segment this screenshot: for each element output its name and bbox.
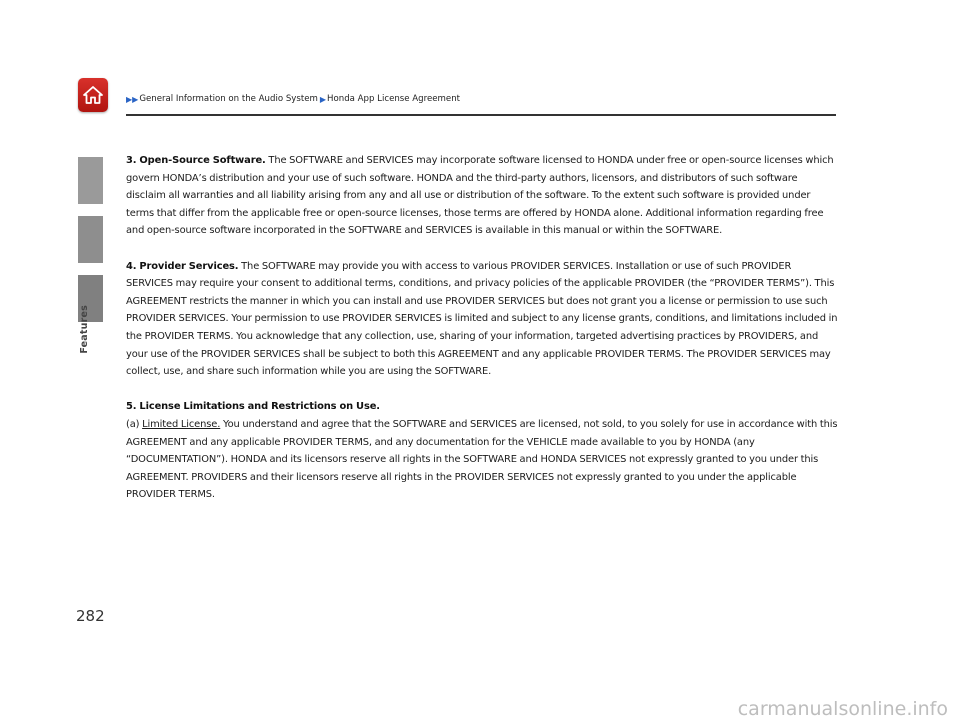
subsection-prefix: (a) — [126, 418, 143, 430]
section-label-features: Features — [79, 305, 90, 354]
side-tab-top — [78, 157, 103, 204]
breadcrumb-item-license-agreement[interactable]: Honda App License Agreement — [327, 94, 461, 104]
home-icon — [82, 85, 104, 105]
home-button[interactable] — [78, 78, 108, 112]
section-open-source — [126, 152, 838, 240]
header-divider — [126, 114, 836, 116]
page-number: 282 — [76, 607, 105, 625]
watermark: carmanualsonline.info — [737, 698, 948, 720]
breadcrumb-arrow-icon: ▶▶ — [126, 94, 139, 104]
section-heading: 3. Open-Source Software. — [126, 155, 266, 166]
main-content — [126, 152, 838, 504]
breadcrumb — [126, 94, 460, 104]
section-heading: 4. Provider Services. — [126, 260, 239, 272]
section-body: The SOFTWARE may provide you with access to various PROVIDER SERVICES. Installation or use of such PROVIDER SERVICES may require your consent to additional terms, conditions, and privacy policies of the applicable PROVIDER (the “PROVIDER TERMS”). This AGREEMENT restricts the manner in which you can install and use PROVIDER SERVICES but does not grant you a license or permission to use such PROVIDER SERVICES. Your permission to use PROVIDER SERVICES is limited and subject to any license grants, conditions, and limitations included in the PROVIDER TERMS. You acknowledge that any collection, use, sharing of your information, targeted advertising practices by PROVIDERS, and your use of the PROVIDER SERVICES shall be subject to both this AGREEMENT and any applicable PROVIDER TERMS. The PROVIDER SERVICES may collect, use, and share such information while you are using the SOFTWARE. — [126, 260, 838, 378]
section-heading: 5. License Limitations and Restrictions on Use. — [126, 401, 380, 413]
breadcrumb-arrow-icon: ▶ — [319, 94, 327, 104]
breadcrumb-item-audio-system[interactable]: General Information on the Audio System — [139, 94, 318, 104]
section-provider-services — [126, 258, 838, 381]
side-tab-middle — [78, 216, 103, 263]
section-body: The SOFTWARE and SERVICES may incorporate software licensed to HONDA under free or open-source licenses which govern HONDA’s distribution and your use of such software. HONDA and the third-party authors, licensors, and distributors of such software disclaim all warranties and all liability arising from any and all use or distribution of the software. To the extent such software is provided under terms that differ from the applicable free or open-source licenses, those terms are offered by HONDA alone. Additional information regarding free and open-source software incorporated in the SOFTWARE and SERVICES is available in this manual or within the SOFTWARE. — [126, 155, 834, 237]
subsection-title: Limited License. — [142, 418, 221, 430]
section-license-limitations — [126, 398, 838, 504]
subsection-body: You understand and agree that the SOFTWARE and SERVICES are licensed, not sold, to you solely for use in accordance with this AGREEMENT and any applicable PROVIDER TERMS, and any documentation for the VEHICLE made available to you by HONDA (any “DOCUMENTATION”). HONDA and its licensors reserve all rights in the SOFTWARE and HONDA SERVICES not expressly granted to you under this AGREEMENT. PROVIDERS and their licensors reserve all rights in the PROVIDER SERVICES not expressly granted to you under the applicable PROVIDER TERMS. — [126, 418, 838, 501]
